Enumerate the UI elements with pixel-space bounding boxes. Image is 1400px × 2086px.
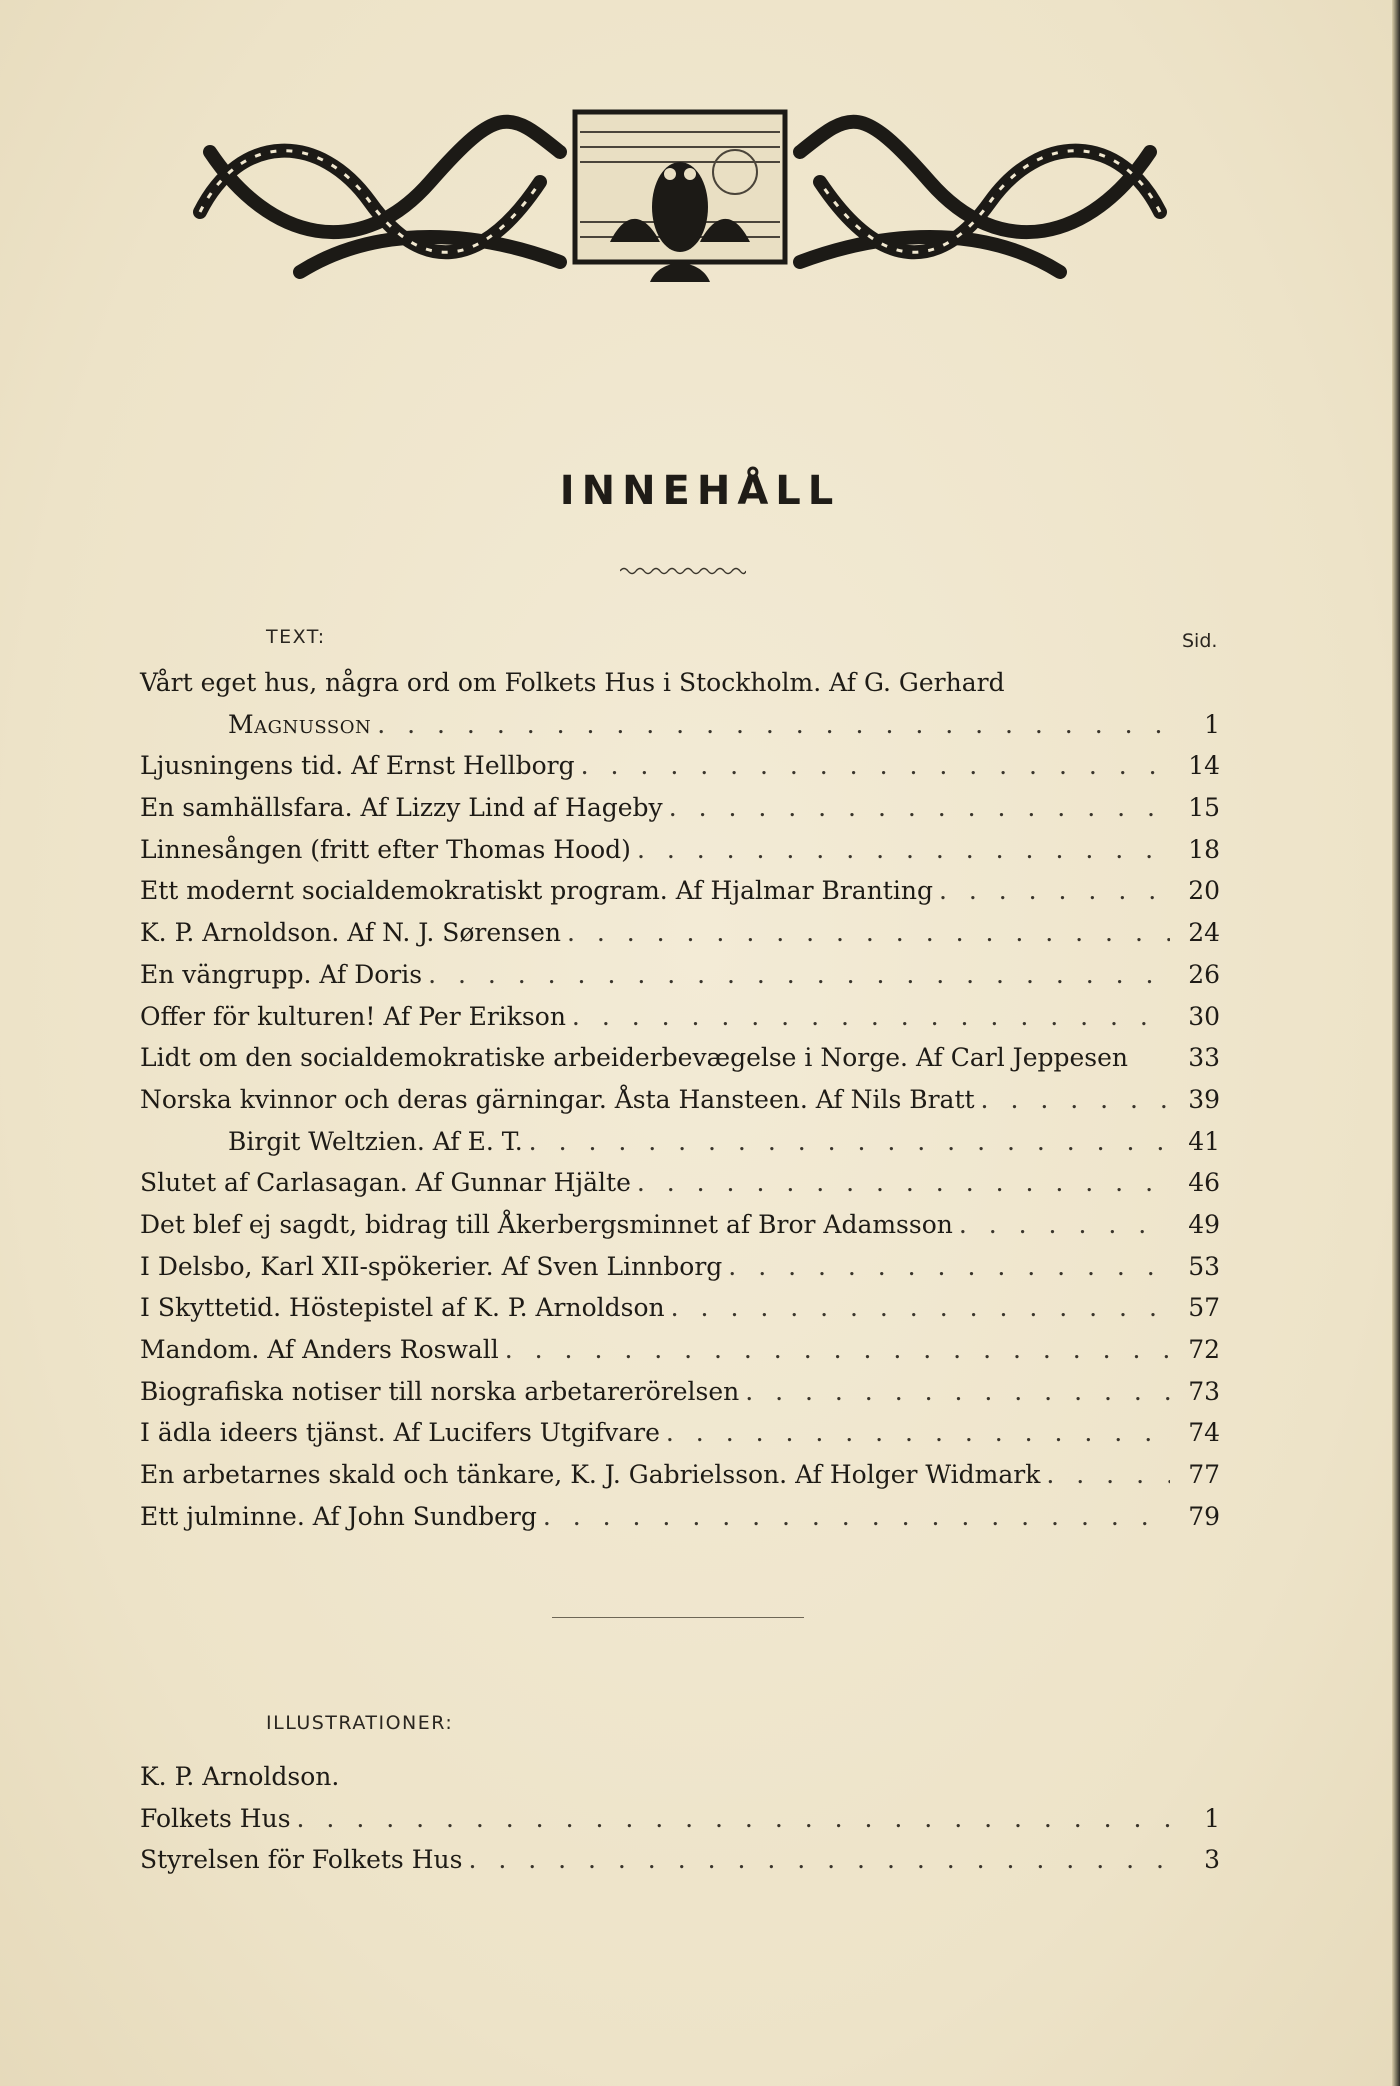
leader-dots xyxy=(981,1079,1170,1121)
entry-page: 33 xyxy=(1188,1043,1220,1073)
page-edge-shadow xyxy=(1392,0,1400,2086)
entry-title: Birgit Weltzien. Af E. T. xyxy=(228,1126,523,1156)
illustration-page: 3 xyxy=(1204,1845,1220,1875)
entry-page: 41 xyxy=(1188,1126,1220,1156)
illustration-title: Styrelsen för Folkets Hus xyxy=(140,1845,463,1875)
illustration-title: K. P. Arnoldson. xyxy=(140,1762,340,1791)
entry-page: 24 xyxy=(1188,918,1220,948)
leader-dots xyxy=(669,787,1170,829)
contents-entry xyxy=(140,1287,1220,1329)
contents-list xyxy=(140,662,1220,1537)
leader-dots xyxy=(959,1204,1170,1246)
entry-page: 72 xyxy=(1188,1335,1220,1364)
contents-entry xyxy=(140,662,1220,704)
entry-page: 14 xyxy=(1188,751,1220,781)
illustration-page: 1 xyxy=(1204,1803,1220,1833)
entry-title: Mandom. Af Anders Roswall xyxy=(140,1335,499,1364)
leader-dots xyxy=(939,870,1170,912)
contents-entry xyxy=(140,954,1220,996)
leader-dots xyxy=(581,745,1170,787)
contents-entry xyxy=(140,1412,1220,1454)
entry-title: I ädla ideers tjänst. Af Lucifers Utgifvare xyxy=(140,1418,660,1448)
leader-dots xyxy=(468,1839,1170,1881)
leader-dots xyxy=(728,1246,1170,1288)
entry-title: Biografiska notiser till norska arbetarerörelsen xyxy=(140,1376,740,1406)
contents-entry xyxy=(140,1496,1220,1538)
contents-entry xyxy=(140,1246,1220,1288)
contents-entry xyxy=(140,1162,1220,1204)
leader-dots xyxy=(505,1329,1170,1371)
contents-entry xyxy=(140,1079,1220,1121)
illustration-entry xyxy=(140,1839,1220,1881)
entry-title: Offer för kulturen! Af Per Erikson xyxy=(140,1001,566,1031)
illustrations-section-label: ILLUSTRATIONER: xyxy=(266,1712,454,1734)
entry-title: Norska kvinnor och deras gärningar. Åsta Hansteen. Af Nils Bratt xyxy=(140,1084,975,1114)
contents-entry xyxy=(140,1121,1220,1163)
entry-page: 53 xyxy=(1188,1251,1220,1281)
entry-page: 79 xyxy=(1188,1501,1220,1531)
text-section-label: TEXT: xyxy=(266,626,326,648)
leader-dots xyxy=(543,1496,1170,1538)
entry-page: 49 xyxy=(1188,1209,1220,1239)
contents-entry xyxy=(140,1371,1220,1413)
leader-dots xyxy=(428,954,1170,996)
entry-page: 30 xyxy=(1188,1001,1220,1031)
illustration-entry xyxy=(140,1798,1220,1840)
entry-title: Ett julminne. Af John Sundberg xyxy=(140,1501,537,1531)
entry-page: 77 xyxy=(1188,1460,1220,1490)
knotwork-ornament-image xyxy=(180,92,1180,292)
section-divider xyxy=(552,1617,804,1618)
contents-entry xyxy=(140,1454,1220,1496)
entry-title: En vängrupp. Af Doris xyxy=(140,959,423,989)
contents-entry xyxy=(140,870,1220,912)
leader-dots xyxy=(297,1798,1170,1840)
entry-page: 26 xyxy=(1188,959,1220,989)
entry-title: En arbetarnes skald och tänkare, K. J. Gabrielsson. Af Holger Widmark xyxy=(140,1460,1041,1490)
entry-title: Linnesången (fritt efter Thomas Hood) xyxy=(140,834,631,864)
title-underline-ornament xyxy=(620,564,746,578)
leader-dots xyxy=(637,1162,1170,1204)
entry-page: 74 xyxy=(1188,1418,1220,1448)
entry-title: Ljusningens tid. Af Ernst Hellborg xyxy=(140,751,575,781)
illustrations-list xyxy=(140,1756,1220,1881)
contents-entry xyxy=(140,996,1220,1038)
leader-dots xyxy=(745,1371,1170,1413)
entry-page: 57 xyxy=(1188,1293,1220,1323)
entry-page: 1 xyxy=(1204,709,1220,739)
leader-dots xyxy=(572,996,1170,1038)
contents-entry xyxy=(140,787,1220,829)
entry-title: Slutet af Carlasagan. Af Gunnar Hjälte xyxy=(140,1168,631,1198)
entry-title: Vårt eget hus, några ord om Folkets Hus i Stockholm. Af G. Gerhard xyxy=(140,668,1005,697)
illustration-title: Folkets Hus xyxy=(140,1803,291,1833)
entry-title: En samhällsfara. Af Lizzy Lind af Hageby xyxy=(140,793,663,823)
entry-title: I Skyttetid. Höstepistel af K. P. Arnoldson xyxy=(140,1293,665,1323)
contents-entry xyxy=(140,745,1220,787)
entry-title: Ett modernt socialdemokratiskt program. Af Hjalmar Branting xyxy=(140,876,933,906)
entry-page: 15 xyxy=(1188,793,1220,823)
contents-entry xyxy=(140,704,1220,746)
entry-page: 46 xyxy=(1188,1168,1220,1198)
illustration-entry xyxy=(140,1756,1220,1798)
entry-page: 73 xyxy=(1188,1376,1220,1406)
contents-entry xyxy=(140,912,1220,954)
entry-page: 18 xyxy=(1188,834,1220,864)
page-column-label: Sid. xyxy=(1182,630,1218,652)
entry-title: Lidt om den socialdemokratiske arbeiderbevægelse i Norge. Af Carl Jeppesen xyxy=(140,1043,1129,1073)
leader-dots xyxy=(567,912,1170,954)
entry-title: I Delsbo, Karl XII-spökerier. Af Sven Linnborg xyxy=(140,1251,723,1281)
contents-entry xyxy=(140,1204,1220,1246)
entry-title: Magnusson xyxy=(228,709,372,739)
leader-dots xyxy=(1046,1454,1170,1496)
leader-dots xyxy=(666,1412,1170,1454)
entry-title: Det blef ej sagdt, bidrag till Åkerbergsminnet af Bror Adamsson xyxy=(140,1209,953,1239)
leader-dots xyxy=(671,1287,1170,1329)
page-title: INNEHÅLL xyxy=(559,468,841,514)
entry-page: 20 xyxy=(1188,876,1220,906)
entry-title: K. P. Arnoldson. Af N. J. Sørensen xyxy=(140,918,561,948)
contents-entry xyxy=(140,1329,1220,1371)
contents-entry xyxy=(140,1037,1220,1079)
leader-dots xyxy=(637,829,1170,871)
contents-entry xyxy=(140,829,1220,871)
leader-dots xyxy=(377,704,1170,746)
leader-dots xyxy=(529,1121,1170,1163)
entry-page: 39 xyxy=(1188,1084,1220,1114)
